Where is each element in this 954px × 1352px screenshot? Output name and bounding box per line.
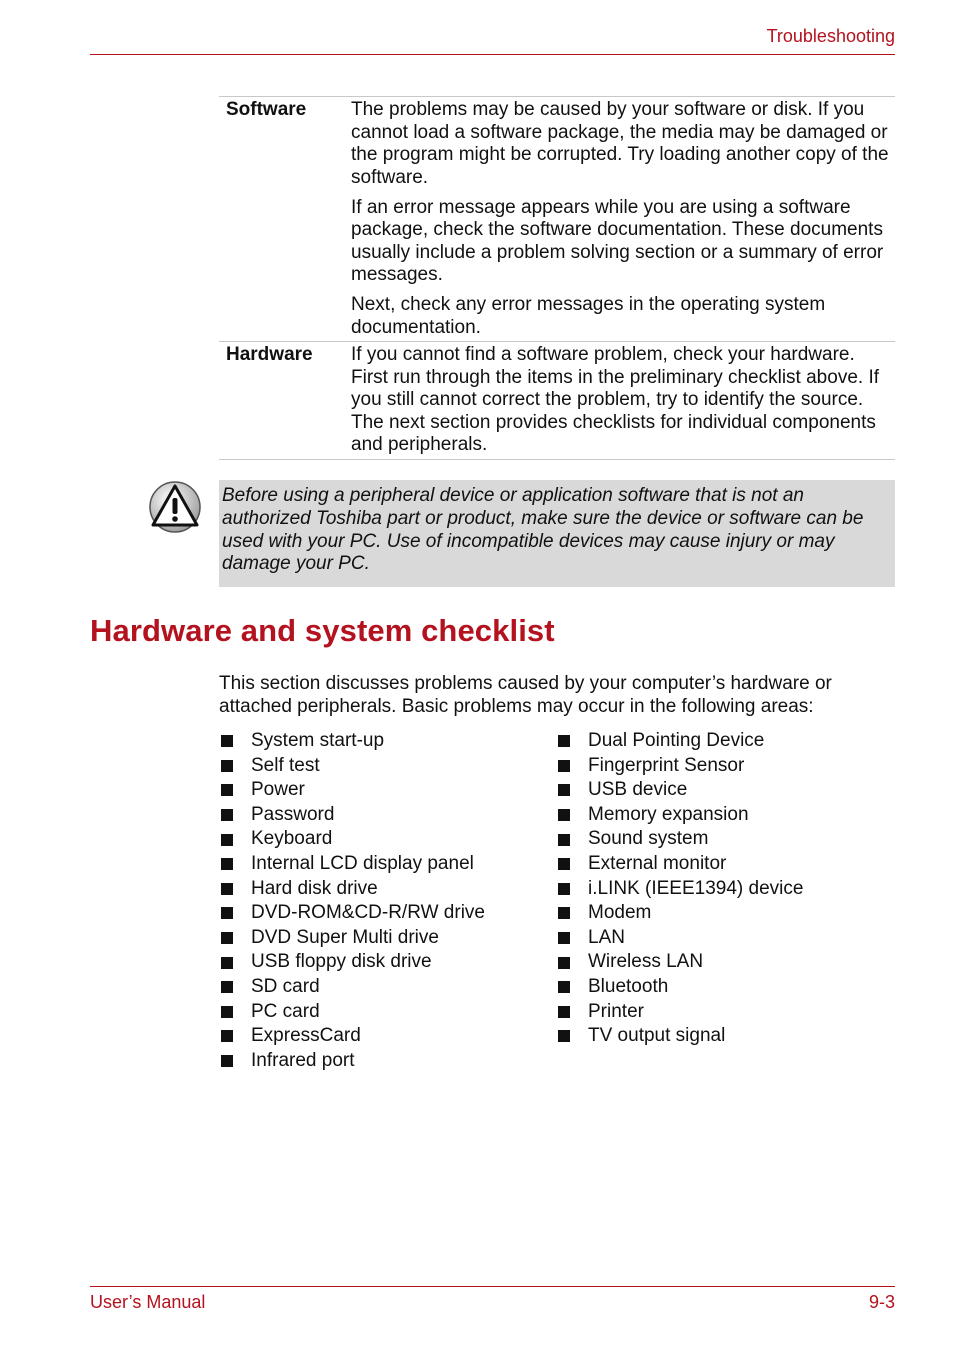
list-item bbox=[221, 950, 485, 975]
list-item-label: Bluetooth bbox=[588, 975, 669, 997]
bullet-icon bbox=[558, 883, 570, 895]
bullet-icon bbox=[221, 981, 233, 993]
section-intro: This section discusses problems caused by your computer’s hardware or attached peripherals. Basic problems may occur in the following areas: bbox=[219, 673, 832, 717]
bullet-icon bbox=[558, 1006, 570, 1018]
list-item-label: External monitor bbox=[588, 852, 727, 874]
list-item bbox=[221, 754, 485, 779]
list-item bbox=[221, 1049, 485, 1074]
list-item-label: Hard disk drive bbox=[251, 877, 378, 899]
row-label: Hardware bbox=[226, 344, 313, 365]
bullet-icon bbox=[558, 809, 570, 821]
list-item bbox=[221, 975, 485, 1000]
bullet-icon bbox=[558, 784, 570, 796]
bullet-icon bbox=[558, 858, 570, 870]
list-item-label: PC card bbox=[251, 1000, 320, 1022]
list-item-label: DVD Super Multi drive bbox=[251, 926, 439, 948]
header-rule bbox=[90, 54, 895, 55]
list-item-label: Fingerprint Sensor bbox=[588, 754, 745, 776]
list-item-label: Modem bbox=[588, 902, 652, 924]
caution-triangle-icon bbox=[148, 480, 202, 534]
table-row-hardware bbox=[219, 342, 895, 460]
list-item bbox=[558, 827, 803, 852]
list-item-label: Self test bbox=[251, 754, 320, 776]
footer-page-number: 9-3 bbox=[868, 1292, 895, 1312]
bullet-icon bbox=[558, 735, 570, 747]
section-title: Hardware and system checklist bbox=[90, 613, 555, 648]
header-title: Troubleshooting bbox=[766, 26, 895, 46]
list-item bbox=[221, 926, 485, 951]
list-item-label: Sound system bbox=[588, 828, 709, 850]
list-item-label: Memory expansion bbox=[588, 803, 749, 825]
bullet-icon bbox=[221, 784, 233, 796]
list-item-label: i.LINK (IEEE1394) device bbox=[588, 877, 804, 899]
bullet-icon bbox=[221, 834, 233, 846]
row-content bbox=[351, 344, 895, 457]
list-item bbox=[558, 901, 803, 926]
list-item bbox=[558, 926, 803, 951]
bullet-icon bbox=[221, 760, 233, 772]
bullet-icon bbox=[558, 907, 570, 919]
list-item bbox=[221, 729, 485, 754]
list-item-label: Password bbox=[251, 803, 335, 825]
bullet-icon bbox=[221, 932, 233, 944]
list-item-label: Dual Pointing Device bbox=[588, 730, 765, 751]
bullet-icon bbox=[221, 858, 233, 870]
bullet-icon bbox=[221, 735, 233, 747]
footer-rule bbox=[90, 1286, 895, 1287]
row-paragraph: Next, check any error messages in the operating system documentation. bbox=[351, 294, 826, 338]
row-paragraph: The problems may be caused by your software or disk. If you cannot load a software package, the media may be damaged or the program might be corrupted. Try loading another copy of the software. bbox=[351, 99, 889, 188]
list-item bbox=[558, 1000, 803, 1025]
info-table bbox=[219, 96, 895, 460]
bullet-icon bbox=[221, 1055, 233, 1067]
checklist-right bbox=[558, 729, 803, 1049]
list-item-label: Printer bbox=[588, 1000, 644, 1022]
bullet-icon bbox=[221, 883, 233, 895]
list-item-label: Power bbox=[251, 779, 305, 801]
bullet-icon bbox=[558, 760, 570, 772]
list-item-label: USB device bbox=[588, 779, 688, 801]
list-item-label: ExpressCard bbox=[251, 1025, 361, 1047]
list-item-label: DVD-ROM&CD-R/RW drive bbox=[251, 902, 485, 924]
list-item bbox=[558, 729, 803, 754]
checklist-left bbox=[221, 729, 485, 1073]
bullet-icon bbox=[221, 907, 233, 919]
list-item bbox=[558, 803, 803, 828]
list-item bbox=[558, 975, 803, 1000]
bullet-icon bbox=[558, 957, 570, 969]
list-item bbox=[558, 778, 803, 803]
bullet-icon bbox=[221, 1030, 233, 1042]
list-item-label: System start-up bbox=[251, 730, 385, 751]
list-item bbox=[558, 950, 803, 975]
list-item bbox=[221, 1024, 485, 1049]
list-item-label: Internal LCD display panel bbox=[251, 852, 474, 874]
bullet-icon bbox=[221, 809, 233, 821]
list-item-label: LAN bbox=[588, 926, 625, 948]
list-item-label: SD card bbox=[251, 975, 320, 997]
list-item bbox=[558, 852, 803, 877]
row-content bbox=[351, 99, 895, 339]
list-item bbox=[221, 827, 485, 852]
list-item bbox=[221, 877, 485, 902]
list-item bbox=[221, 901, 485, 926]
list-item bbox=[221, 852, 485, 877]
list-item bbox=[558, 877, 803, 902]
footer-manual-title: User’s Manual bbox=[90, 1292, 206, 1312]
bullet-icon bbox=[221, 1006, 233, 1018]
warning-text: Before using a peripheral device or application software that is not an authorized Toshiba part or product, make sure the device or software can be used with your PC. Use of incompatible devices may cause injury or may damage your PC. bbox=[222, 485, 864, 575]
list-item-label: USB floppy disk drive bbox=[251, 951, 432, 973]
list-item-label: Keyboard bbox=[251, 828, 333, 850]
list-item bbox=[558, 1024, 803, 1049]
row-paragraph: If an error message appears while you are using a software package, check the software documentation. These documents usually include a problem solving section or a summary of error messages. bbox=[351, 196, 884, 285]
row-label: Software bbox=[226, 99, 307, 120]
bullet-icon bbox=[558, 981, 570, 993]
warning-box bbox=[219, 480, 895, 587]
row-paragraph: If you cannot find a software problem, check your hardware. First run through the items in the preliminary checklist above. If you still cannot correct the problem, try to identify the source. The next section provides checklists for individual components and peripherals. bbox=[351, 344, 880, 455]
list-item bbox=[221, 778, 485, 803]
bullet-icon bbox=[558, 932, 570, 944]
list-item bbox=[221, 803, 485, 828]
bullet-icon bbox=[558, 1030, 570, 1042]
list-item bbox=[221, 1000, 485, 1025]
list-item bbox=[558, 754, 803, 779]
bullet-icon bbox=[558, 834, 570, 846]
bullet-icon bbox=[221, 957, 233, 969]
list-item-label: Wireless LAN bbox=[588, 951, 704, 973]
list-item-label: TV output signal bbox=[588, 1025, 726, 1047]
list-item-label: Infrared port bbox=[251, 1049, 355, 1071]
table-row-software bbox=[219, 97, 895, 342]
